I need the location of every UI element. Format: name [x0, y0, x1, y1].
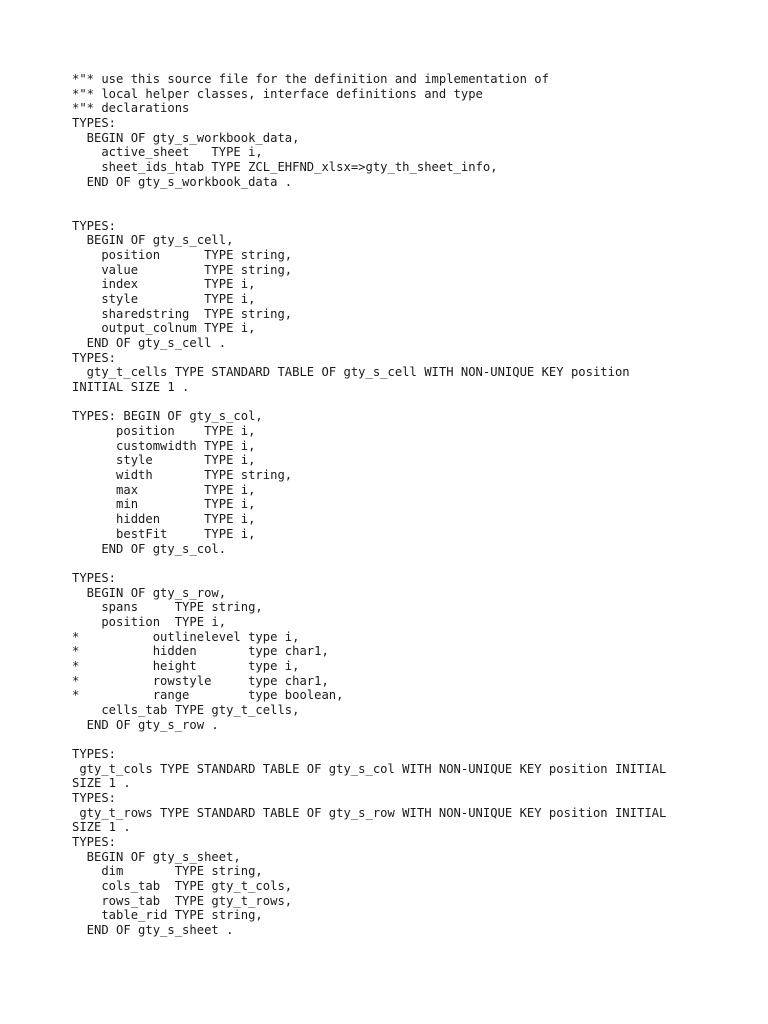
code-line: cols_tab TYPE gty_t_cols,	[72, 878, 293, 893]
code-line: spans TYPE string,	[72, 600, 263, 615]
code-line	[72, 732, 752, 747]
code-line: BEGIN OF gty_s_sheet,	[72, 849, 241, 864]
code-line: *"* use this source file for the definition and implementation of	[72, 72, 549, 86]
code-line: hidden TYPE i,	[72, 512, 256, 527]
code-line: TYPES:	[72, 746, 117, 761]
code-line: *"* declarations	[72, 101, 190, 116]
abap-source-code	[72, 72, 752, 938]
code-line: customwidth TYPE i,	[72, 438, 256, 453]
code-line: INITIAL SIZE 1 .	[72, 380, 190, 395]
code-line: gty_t_cells TYPE STANDARD TABLE OF gty_s_cell WITH NON-UNIQUE KEY position	[72, 365, 630, 380]
code-line: *"* local helper classes, interface definitions and type	[72, 86, 483, 101]
code-line: TYPES:	[72, 790, 117, 805]
code-line: index TYPE i,	[72, 277, 256, 292]
code-line: active_sheet TYPE i,	[72, 145, 263, 160]
code-line	[72, 204, 752, 219]
code-line: max TYPE i,	[72, 482, 256, 497]
code-line: value TYPE string,	[72, 262, 293, 277]
code-line: sheet_ids_htab TYPE ZCL_EHFND_xlsx=>gty_th_sheet_info,	[72, 160, 498, 175]
code-line: output_colnum TYPE i,	[72, 321, 256, 336]
code-line: width TYPE string,	[72, 468, 293, 483]
code-line: position TYPE string,	[72, 248, 293, 263]
code-line: END OF gty_s_workbook_data .	[72, 174, 293, 189]
code-line: sharedstring TYPE string,	[72, 306, 293, 321]
code-line: * outlinelevel type i,	[72, 629, 300, 644]
code-line: min TYPE i,	[72, 497, 256, 512]
code-line: BEGIN OF gty_s_cell,	[72, 233, 234, 248]
code-line: gty_t_cols TYPE STANDARD TABLE OF gty_s_col WITH NON-UNIQUE KEY position INITIAL	[72, 761, 667, 776]
code-line: * range type boolean,	[72, 688, 344, 703]
code-line: END OF gty_s_cell .	[72, 336, 227, 351]
code-line: BEGIN OF gty_s_workbook_data,	[72, 130, 300, 145]
code-line: rows_tab TYPE gty_t_rows,	[72, 893, 293, 908]
code-line: position TYPE i,	[72, 614, 227, 629]
code-line: gty_t_rows TYPE STANDARD TABLE OF gty_s_row WITH NON-UNIQUE KEY position INITIAL	[72, 805, 667, 820]
code-line: TYPES:	[72, 834, 117, 849]
code-line: SIZE 1 .	[72, 776, 131, 791]
code-line: table_rid TYPE string,	[72, 908, 263, 923]
code-line: END OF gty_s_row .	[72, 717, 219, 732]
code-line: dim TYPE string,	[72, 864, 263, 879]
code-line: style TYPE i,	[72, 292, 256, 307]
code-line: * height type i,	[72, 658, 300, 673]
code-line: BEGIN OF gty_s_row,	[72, 585, 227, 600]
code-line	[72, 556, 752, 571]
code-line: TYPES:	[72, 570, 117, 585]
code-line: * rowstyle type char1,	[72, 673, 329, 688]
code-line: cells_tab TYPE gty_t_cells,	[72, 702, 300, 717]
code-line: position TYPE i,	[72, 424, 256, 439]
code-line	[72, 395, 752, 410]
code-line: TYPES:	[72, 350, 117, 365]
code-line: bestFit TYPE i,	[72, 526, 256, 541]
code-line	[72, 189, 752, 204]
code-line: TYPES: BEGIN OF gty_s_col,	[72, 409, 263, 424]
code-line: END OF gty_s_col.	[72, 541, 227, 556]
code-line: * hidden type char1,	[72, 644, 329, 659]
code-line: style TYPE i,	[72, 453, 256, 468]
code-line: SIZE 1 .	[72, 820, 131, 835]
code-line: END OF gty_s_sheet .	[72, 922, 234, 937]
code-line: TYPES:	[72, 218, 117, 233]
code-line: TYPES:	[72, 116, 117, 131]
